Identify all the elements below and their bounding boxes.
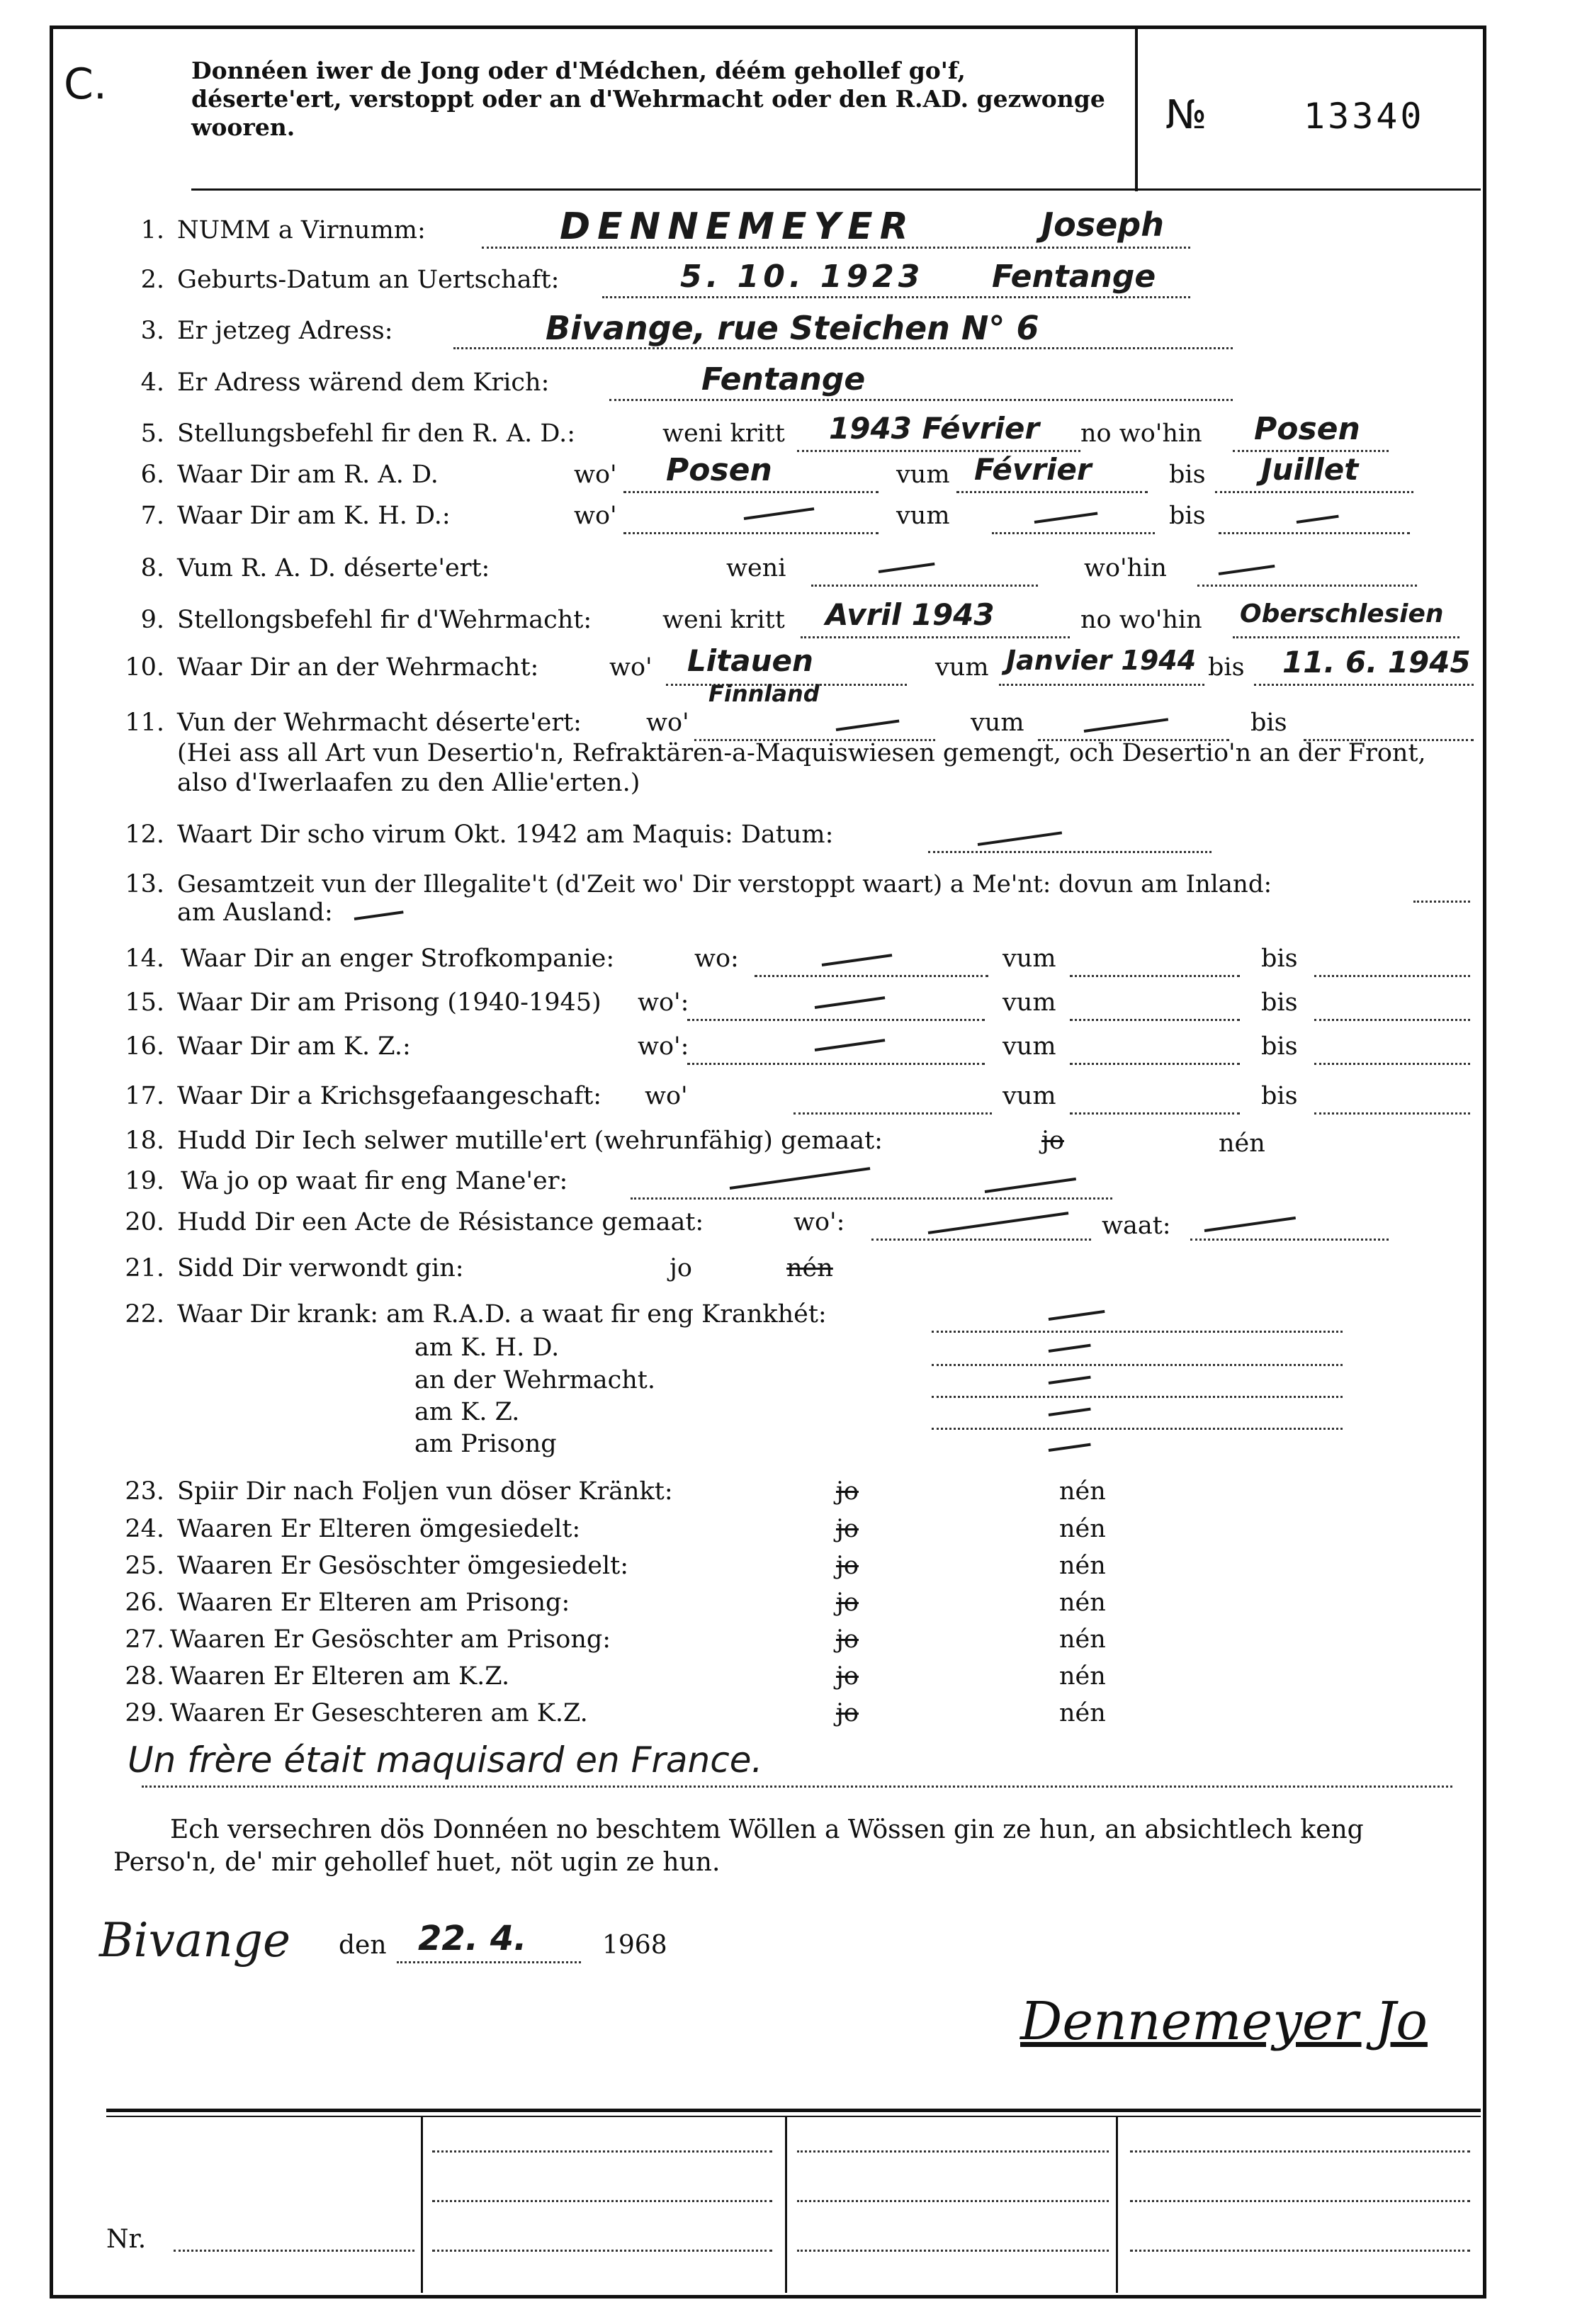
dotted-line	[1233, 636, 1459, 638]
dotted-line	[687, 1019, 985, 1021]
row-number: 1.	[140, 216, 164, 244]
row-number: 24.	[125, 1515, 164, 1543]
field-label-war-address: Er Adress wärend dem Krich:	[177, 368, 550, 397]
row-number: 20.	[125, 1208, 164, 1236]
row-number: 17.	[125, 1082, 164, 1110]
field-label-siblings-kz: Waaren Er Geseschteren am K.Z.	[170, 1699, 588, 1727]
option-nen[interactable]: nén	[786, 1254, 833, 1282]
field-label-birth: Geburts-Datum an Uertschaft:	[177, 266, 560, 294]
rad-order-date[interactable]: 1943 Février	[829, 411, 1040, 446]
option-jo[interactable]: jo	[670, 1254, 692, 1282]
label-bis: bis	[1169, 502, 1206, 530]
dotted-line	[1190, 1239, 1389, 1241]
birthplace-value[interactable]: Fentange	[992, 259, 1156, 295]
row-number: 26.	[125, 1589, 164, 1617]
row-number: 23.	[125, 1477, 164, 1506]
row-number: 18.	[125, 1127, 164, 1155]
row-number: 25.	[125, 1552, 164, 1580]
birthdate-value[interactable]: 5. 10. 1923	[680, 259, 925, 295]
dotted-line	[755, 975, 988, 977]
dotted-line	[932, 1428, 1343, 1430]
footer-rule-thin	[106, 2116, 1481, 2117]
dotted-line	[623, 491, 879, 493]
footer-col-divider	[421, 2116, 423, 2293]
wehrmacht-to-value[interactable]: 11. 6. 1945	[1282, 645, 1471, 679]
address-value[interactable]: Bivange, rue Steichen N° 6	[546, 309, 1039, 347]
label-no-wohin: no wo'hin	[1080, 419, 1202, 448]
label-wo: wo'	[645, 1082, 688, 1110]
rad-from-value[interactable]: Février	[974, 452, 1092, 487]
label-wo: wo':	[638, 1032, 689, 1061]
label-vum: vum	[1003, 1032, 1056, 1061]
label-bis: bis	[1250, 709, 1287, 737]
dotted-line	[932, 1331, 1343, 1333]
label-wo: wo'	[646, 709, 689, 737]
option-jo[interactable]: jo	[836, 1589, 859, 1617]
dotted-line	[797, 2150, 1109, 2153]
label-vum: vum	[1003, 944, 1056, 973]
row-number: 11.	[125, 709, 164, 737]
row-number: 10.	[125, 653, 164, 682]
option-nen[interactable]: nén	[1059, 1699, 1106, 1727]
form-title: Donnéen iwer de Jong oder d'Médchen, déém gehollef go'f, déserte'ert, verstoppt oder an d'Wehrmacht oder den R.AD. gezwonge wooren.	[191, 57, 1105, 141]
field-label-rad-order: Stellungsbefehl fir den R. A. D.:	[177, 419, 576, 448]
place-value[interactable]: Bivange	[99, 1913, 291, 1968]
dotted-line	[1070, 1019, 1240, 1021]
number-label: №	[1165, 92, 1207, 138]
footer-col-divider	[1116, 2116, 1118, 2293]
dotted-line	[811, 585, 1038, 587]
option-nen[interactable]: nén	[1059, 1625, 1106, 1654]
label-vum: vum	[1003, 1082, 1056, 1110]
dotted-line	[687, 1063, 985, 1065]
label-bis: bis	[1261, 988, 1298, 1017]
rad-to-value[interactable]: Juillet	[1261, 452, 1359, 487]
field-label-khd: Waar Dir am K. H. D.:	[177, 502, 451, 530]
option-jo[interactable]: jo	[836, 1552, 859, 1580]
dotted-line	[432, 2200, 772, 2202]
dotted-line	[1130, 2200, 1470, 2202]
field-label-maquis: Waart Dir scho virum Okt. 1942 am Maquis: Datum:	[177, 820, 834, 849]
label-wo: wo:	[694, 944, 739, 973]
firstname-value[interactable]: Joseph	[1041, 205, 1164, 244]
footer-rule	[106, 2109, 1481, 2112]
field-label-wehrmacht-order: Stellongsbefehl fir d'Wehrmacht:	[177, 606, 592, 634]
field-label-abroad: am Ausland:	[177, 898, 333, 927]
row-number: 27.	[125, 1625, 164, 1654]
option-nen[interactable]: nén	[1059, 1552, 1106, 1580]
declaration-text: Ech versechren dös Donnéen no beschtem Wöllen a Wössen gin ze hun, an absichtlech keng Perso'n, de' mir gehollef huet, nöt ugin ze hun.	[113, 1815, 1364, 1877]
option-nen[interactable]: nén	[1059, 1477, 1106, 1506]
section-letter: C.	[64, 60, 107, 109]
label-vum: vum	[971, 709, 1024, 737]
footer-nr-label: Nr.	[106, 2225, 147, 2254]
dotted-line	[1070, 1112, 1240, 1115]
row-number: 8.	[140, 554, 164, 582]
dotted-line	[1215, 491, 1413, 493]
desertion-note: (Hei ass all Art vun Desertio'n, Refraktären-a-Maquiswiesen gemengt, och Desertio'n an der Front, also d'Iwerlaafen zu den Allie'erten.)	[177, 739, 1426, 797]
field-label-resistance: Hudd Dir een Acte de Résistance gemaat:	[177, 1208, 704, 1236]
label-wohin: wo'hin	[1084, 554, 1167, 582]
dotted-line	[999, 684, 1204, 686]
option-jo[interactable]: jo	[836, 1662, 859, 1691]
dotted-line	[1070, 1063, 1240, 1065]
dotted-line	[1314, 975, 1470, 977]
dotted-line	[797, 2200, 1109, 2202]
label-bis: bis	[1169, 461, 1206, 489]
dotted-line	[956, 491, 1148, 493]
label-weni: weni	[726, 554, 786, 582]
field-label-illegality: Gesamtzeit vun der Illegalite't (d'Zeit wo' Dir verstoppt waart) a Me'nt: dovun am Inland:	[177, 870, 1272, 898]
label-vum: vum	[896, 461, 950, 489]
field-label-parents-resettled: Waaren Er Elteren ömgesiedelt:	[177, 1515, 581, 1543]
dotted-line	[397, 1961, 581, 1963]
row-number: 6.	[140, 461, 164, 489]
dotted-line	[1314, 1112, 1470, 1115]
field-label-sick: Waar Dir krank: am R.A.D. a waat fir eng Krankhét:	[177, 1300, 827, 1329]
row-number: 12.	[125, 820, 164, 849]
dotted-line	[932, 1364, 1343, 1366]
label-vum: vum	[935, 653, 989, 682]
dotted-line	[453, 347, 1233, 349]
handwritten-remark[interactable]: Un frère était maquisard en France.	[128, 1739, 763, 1781]
sick-sub-kz: am K. Z.	[414, 1398, 520, 1426]
label-weni-kritt: weni kritt	[662, 419, 785, 448]
field-label-parents-kz: Waaren Er Elteren am K.Z.	[170, 1662, 510, 1691]
date-value[interactable]: 22. 4.	[418, 1919, 527, 1958]
header-rule	[191, 188, 1481, 191]
footer-col-divider	[785, 2116, 787, 2293]
name-value[interactable]: DENNEMEYER	[560, 205, 915, 248]
dotted-line	[801, 636, 1070, 638]
dotted-line	[1413, 901, 1470, 903]
dotted-line	[432, 2150, 772, 2153]
label-wo: wo'	[609, 653, 653, 682]
dotted-line	[432, 2250, 772, 2252]
dotted-line	[1219, 532, 1410, 534]
row-number: 19.	[125, 1167, 164, 1195]
row-number: 4.	[140, 368, 164, 397]
row-number: 7.	[140, 502, 164, 530]
dotted-line	[928, 851, 1212, 853]
field-label-wehrmacht-desert: Vun der Wehrmacht déserte'ert:	[177, 709, 582, 737]
option-jo[interactable]: jo	[836, 1515, 859, 1543]
row-number: 3.	[140, 317, 164, 345]
field-label-consequences: Spiir Dir nach Foljen vun döser Kränkt:	[177, 1477, 673, 1506]
option-jo[interactable]: jo	[836, 1625, 859, 1654]
field-label-prison: Waar Dir am Prisong (1940-1945)	[177, 988, 602, 1017]
row-number: 13.	[125, 870, 164, 898]
label-bis: bis	[1261, 944, 1298, 973]
field-label-kz: Waar Dir am K. Z.:	[177, 1032, 411, 1061]
row-number: 5.	[140, 419, 164, 448]
field-label-name: NUMM a Virnumm:	[177, 216, 426, 244]
dotted-line	[1130, 2250, 1470, 2252]
dotted-line	[1197, 585, 1417, 587]
option-nen[interactable]: nén	[1059, 1515, 1106, 1543]
rad-order-place[interactable]: Posen	[1254, 411, 1360, 447]
option-jo[interactable]: jo	[836, 1477, 859, 1506]
dotted-line	[631, 1197, 1112, 1200]
wehrmacht-order-place[interactable]: Oberschlesien	[1240, 599, 1444, 628]
rad-place-value[interactable]: Posen	[666, 452, 772, 488]
label-no-wohin: no wo'hin	[1080, 606, 1202, 634]
wehrmacht-place-value[interactable]: Litauen	[687, 643, 813, 678]
dotted-line	[1314, 1063, 1470, 1065]
field-label-pow: Waar Dir a Krichsgefaangeschaft:	[177, 1082, 602, 1110]
wehrmacht-from-value[interactable]: Janvier 1944	[1006, 645, 1197, 676]
field-label-manner: Wa jo op waat fir eng Mane'er:	[181, 1167, 568, 1195]
label-wo: wo':	[638, 988, 689, 1017]
sick-sub-prison: am Prisong	[414, 1430, 557, 1458]
label-bis: bis	[1208, 653, 1245, 682]
war-address-value[interactable]: Fentange	[701, 361, 866, 397]
dotted-line	[992, 532, 1155, 534]
row-number: 9.	[140, 606, 164, 634]
dotted-line	[602, 296, 1190, 298]
form-number: 13340	[1304, 96, 1425, 137]
label-wo: wo'	[574, 502, 617, 530]
wehrmacht-order-date[interactable]: Avril 1943	[825, 597, 995, 632]
field-label-penal-company: Waar Dir an enger Strofkompanie:	[181, 944, 615, 973]
dotted-line	[174, 2250, 414, 2252]
remark-line	[142, 1786, 1452, 1788]
dotted-line	[1070, 975, 1240, 977]
sick-sub-wehrmacht: an der Wehrmacht.	[414, 1366, 656, 1394]
label-waat: waat:	[1102, 1212, 1171, 1240]
row-number: 14.	[125, 944, 164, 973]
label-weni-kritt: weni kritt	[662, 606, 785, 634]
den-label: den	[339, 1931, 387, 1960]
year-value: 1968	[602, 1931, 667, 1960]
option-jo[interactable]: jo	[836, 1699, 859, 1727]
option-jo[interactable]: jo	[1041, 1127, 1064, 1155]
field-label-siblings-resettled: Waaren Er Gesöschter ömgesiedelt:	[177, 1552, 629, 1580]
signature[interactable]: Dennemeyer Jo	[1020, 1991, 1428, 2052]
option-nen[interactable]: nén	[1219, 1129, 1265, 1158]
row-number: 2.	[140, 266, 164, 294]
dotted-line	[932, 1396, 1343, 1398]
dotted-line	[1130, 2150, 1470, 2153]
dotted-line	[1314, 1019, 1470, 1021]
label-bis: bis	[1261, 1032, 1298, 1061]
row-number: 15.	[125, 988, 164, 1017]
field-label-self-mutilation: Hudd Dir Iech selwer mutille'ert (wehrunfähig) gemaat:	[177, 1127, 883, 1155]
label-wo: wo'	[574, 461, 617, 489]
row-number: 22.	[125, 1300, 164, 1329]
dotted-line	[794, 1112, 992, 1115]
dotted-line	[871, 1239, 1091, 1241]
option-nen[interactable]: nén	[1059, 1662, 1106, 1691]
dotted-line	[609, 399, 1233, 401]
label-bis: bis	[1261, 1082, 1298, 1110]
field-label-wehrmacht: Waar Dir an der Wehrmacht:	[177, 653, 539, 682]
option-nen[interactable]: nén	[1059, 1589, 1106, 1617]
row-number: 16.	[125, 1032, 164, 1061]
field-label-parents-prison: Waaren Er Elteren am Prisong:	[177, 1589, 570, 1617]
row-number: 21.	[125, 1254, 164, 1282]
field-label-rad-desert: Vum R. A. D. déserte'ert:	[177, 554, 490, 582]
field-label-address: Er jetzeg Adress:	[177, 317, 393, 345]
field-label-wounded: Sidd Dir verwondt gin:	[177, 1254, 464, 1282]
label-wo: wo':	[794, 1208, 845, 1236]
label-vum: vum	[1003, 988, 1056, 1017]
dotted-line	[1254, 684, 1474, 686]
sick-sub-khd: am K. H. D.	[414, 1333, 560, 1362]
field-label-rad: Waar Dir am R. A. D.	[177, 461, 439, 489]
dotted-line	[797, 2250, 1109, 2252]
row-number: 28.	[125, 1662, 164, 1691]
dotted-line	[623, 532, 879, 534]
header-divider	[1135, 28, 1138, 191]
label-vum: vum	[896, 502, 950, 530]
field-label-siblings-prison: Waaren Er Gesöschter am Prisong:	[170, 1625, 611, 1654]
wehrmacht-place-value-2[interactable]: Finnland	[708, 680, 820, 707]
row-number: 29.	[125, 1699, 164, 1727]
